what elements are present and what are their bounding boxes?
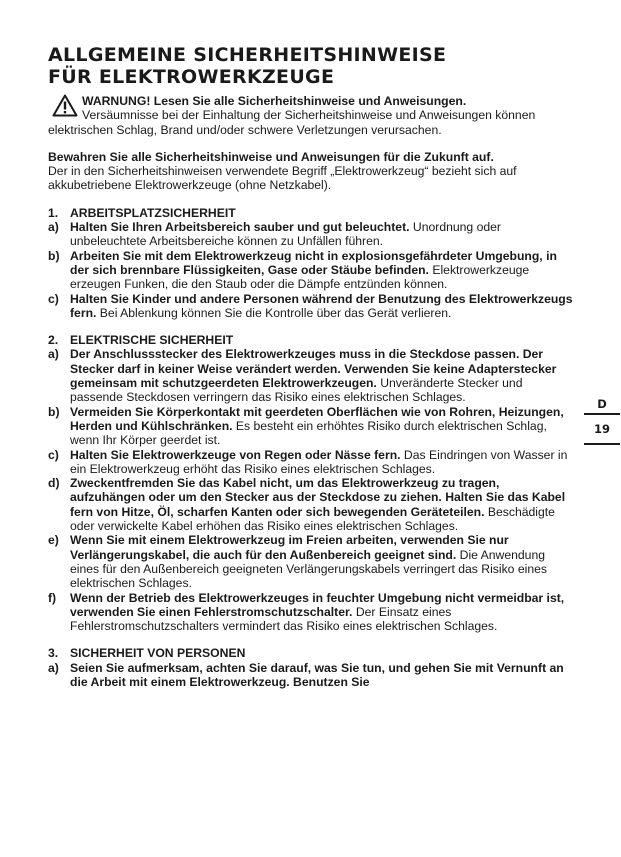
- tab-divider: [584, 443, 620, 445]
- item-text: Elektrowerkzeuge erzeugen Funken, die den Staub oder die Dämpfe entzünden können.: [70, 262, 530, 292]
- item-bold: Halten Sie Kinder und andere Personen während der Benutzung des Elektrowerkzeugs fern.: [70, 291, 573, 320]
- section-number: 3.: [48, 646, 59, 661]
- item-bold: Seien Sie aufmerksam, achten Sie darauf, was Sie tun, und gehen Sie mit Vernunft an die Arbeit mit einem Elektrowerkzeug. Benutzen Sie: [70, 660, 564, 689]
- list-item: [48, 292, 576, 321]
- item-body: [70, 661, 576, 690]
- item-body: [70, 448, 576, 477]
- list-item: [48, 448, 576, 477]
- item-body: [70, 220, 576, 249]
- language-tab: D: [597, 397, 607, 411]
- item-text: Bei Ablenkung können Sie die Kontrolle über das Gerät verlieren.: [96, 305, 452, 320]
- item-body: [70, 292, 576, 321]
- list-item: [48, 661, 576, 690]
- sections: [48, 206, 576, 690]
- list-item: [48, 249, 576, 292]
- item-letter: a): [48, 347, 59, 362]
- item-text: Beschädigte oder verwickelte Kabel erhöhen das Risiko eines elektrischen Schlages.: [70, 504, 555, 534]
- section-number: 1.: [48, 205, 59, 220]
- item-letter: e): [48, 533, 59, 548]
- list-item: [48, 220, 576, 249]
- warning-triangle-icon: [52, 94, 78, 117]
- item-bold: Der Anschlussstecker des Elektrowerkzeuges muss in die Steckdose passen. Der Stecker darf in keiner Weise verändert werden. Verwenden Sie keine Adapterstecker gemeinsam mit schutzgeerdeten Elektrowerkzeugen.: [70, 347, 557, 391]
- item-letter: b): [48, 248, 60, 263]
- page-title: ALLGEMEINE SICHERHEITSHINWEISE FÜR ELEKTROWERKZEUGE: [48, 44, 447, 88]
- tab-divider: [584, 413, 620, 415]
- item-letter: c): [48, 291, 59, 306]
- list-item: [48, 405, 576, 448]
- section: [48, 206, 576, 320]
- item-text: Es besteht ein erhöhtes Risiko durch elektrischen Schlag, wenn Ihr Körper geerdet ist.: [70, 418, 547, 448]
- section-title: ELEKTRISCHE SICHERHEIT: [70, 333, 234, 348]
- item-bold: Wenn Sie mit einem Elektrowerkzeug im Freien arbeiten, verwenden Sie nur Verlängerungskabel, die auch für den Außenbereich geeignet sind.: [70, 533, 509, 562]
- document-body: [48, 94, 576, 689]
- item-text: Das Eindringen von Wasser in ein Elektrowerkzeug erhöht das Risiko eines elektrischen Schlages.: [70, 447, 568, 476]
- warning-text: Versäumnisse bei der Einhaltung der Sicherheitshinweise und Anweisungen können elektrischen Schlag, Brand und/oder schwere Verletzungen verursachen.: [48, 108, 536, 137]
- item-letter: a): [48, 220, 59, 235]
- item-letter: f): [48, 590, 57, 605]
- item-body: [70, 347, 576, 404]
- item-body: [70, 405, 576, 448]
- list-item: [48, 591, 576, 634]
- item-text: Der Einsatz eines Fehlerstromschutzschalters vermindert das Risiko eines elektrischen Schlages.: [70, 604, 498, 634]
- keep-instructions-bold: Bewahren Sie alle Sicherheitshinweise und Anweisungen für die Zukunft auf.: [48, 149, 494, 164]
- section-title: ARBEITSPLATZSICHERHEIT: [70, 205, 236, 220]
- item-letter: b): [48, 404, 60, 419]
- section: [48, 333, 576, 633]
- section-heading: [48, 646, 576, 660]
- section-number: 2.: [48, 333, 59, 348]
- item-text: Unveränderte Stecker und passende Steckdosen verringern das Risiko eines elektrischen Schlages.: [70, 376, 523, 405]
- section: [48, 646, 576, 689]
- item-letter: a): [48, 660, 59, 675]
- section-title: SICHERHEIT VON PERSONEN: [70, 646, 246, 661]
- list-item: [48, 533, 576, 590]
- item-bold: Zweckentfremden Sie das Kabel nicht, um das Elektrowerkzeug zu tragen, aufzuhängen oder um den Stecker aus der Steckdose zu ziehen. Halten Sie das Kabel fern von Hitze, Öl, scharfen Kanten oder sich bewegenden Geräteteilen.: [70, 476, 566, 519]
- item-bold: Halten Sie Ihren Arbeitsbereich sauber und gut beleuchtet.: [70, 220, 410, 235]
- item-body: [70, 591, 576, 634]
- item-text: Unordnung oder unbeleuchtete Arbeitsbereiche können zu Unfällen führen.: [70, 220, 501, 249]
- keep-instructions-text: Der in den Sicherheitshinweisen verwendete Begriff „Elektrowerkzeug“ bezieht sich auf akkubetriebene Elektrowerkzeuge (ohne Netzkabel).: [48, 164, 517, 193]
- warning-title: WARNUNG! Lesen Sie alle Sicherheitshinweise und Anweisungen.: [82, 94, 467, 108]
- warning-block: [48, 94, 576, 137]
- section-heading: [48, 206, 576, 220]
- item-body: [70, 249, 576, 292]
- item-letter: d): [48, 476, 60, 491]
- item-letter: c): [48, 447, 59, 462]
- list-item: [48, 347, 576, 404]
- item-bold: Vermeiden Sie Körperkontakt mit geerdeten Oberflächen wie von Rohren, Heizungen, Herden und Kühlschränken.: [70, 404, 564, 433]
- page-number: 19: [593, 422, 610, 436]
- keep-instructions: [48, 150, 576, 193]
- list-item: [48, 476, 576, 533]
- item-body: [70, 533, 576, 590]
- item-text: Die Anwendung eines für den Außenbereich geeigneten Verlängerungskabels verringert das Risiko eines elektrischen Schlages.: [70, 547, 547, 591]
- item-bold: Wenn der Betrieb des Elektrowerkzeuges in feuchter Umgebung nicht vermeidbar ist, verwenden Sie einen Fehlerstromschutzschalter.: [70, 590, 565, 619]
- section-heading: [48, 333, 576, 347]
- item-bold: Arbeiten Sie mit dem Elektrowerkzeug nicht in explosionsgefährdeter Umgebung, in der sich brennbare Flüssigkeiten, Gase oder Stäube befinden.: [70, 248, 557, 277]
- item-bold: Halten Sie Elektrowerkzeuge von Regen oder Nässe fern.: [70, 447, 401, 462]
- item-body: [70, 476, 576, 533]
